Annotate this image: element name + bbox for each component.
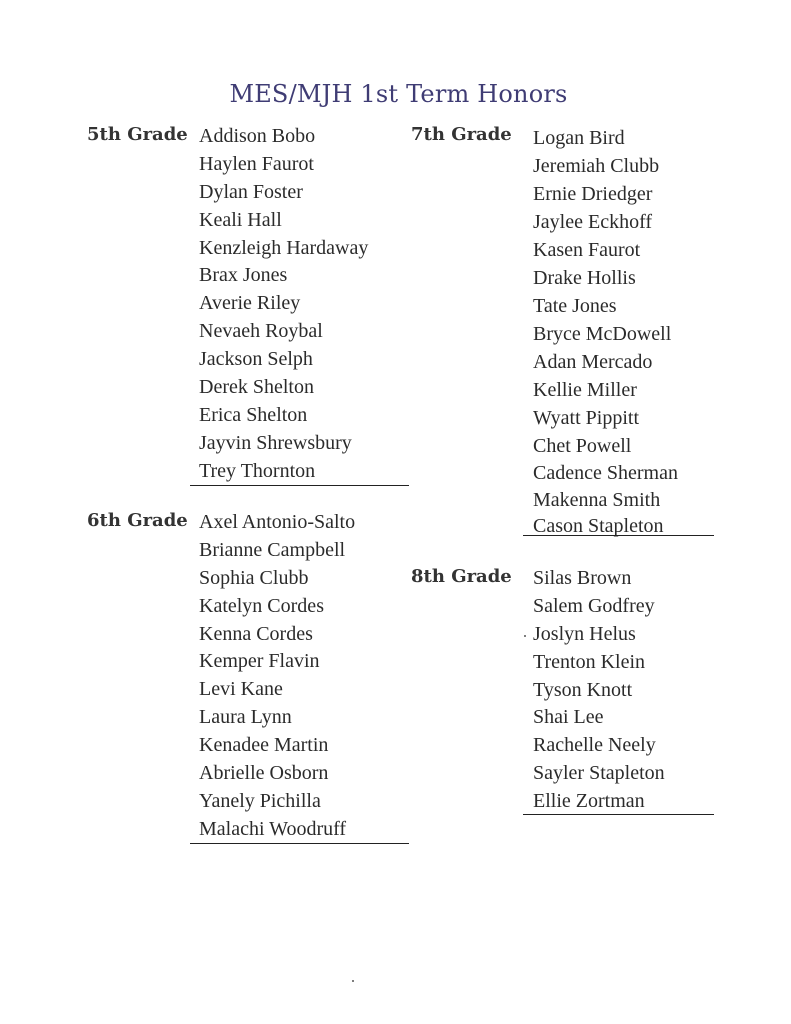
list-item: Jaylee Eckhoff (533, 211, 653, 233)
list-item: Kenadee Martin (199, 734, 329, 757)
list-item: Cason Stapleton (533, 515, 664, 537)
grade7-label: 7th Grade (411, 124, 512, 145)
list-item: Ellie Zortman (533, 790, 645, 813)
list-item: Yanely Pichilla (199, 789, 321, 812)
list-item: Wyatt Pippitt (533, 407, 640, 429)
list-item: Kenna Cordes (199, 622, 313, 645)
list-item: Jayvin Shrewsbury (199, 431, 352, 454)
grade8-name-list (533, 565, 665, 816)
grade8-label: 8th Grade (411, 566, 512, 587)
list-item: Kenzleigh Hardaway (199, 236, 369, 259)
grade6-name-list (199, 509, 355, 844)
list-item: Adan Mercado (533, 351, 653, 373)
grade6-divider (190, 843, 409, 844)
grade7-name-list (533, 124, 678, 539)
grade5-divider (190, 485, 409, 486)
grade7-divider (523, 535, 714, 536)
list-item: Bryce McDowell (533, 323, 672, 345)
list-item: Chet Powell (533, 435, 632, 457)
list-item: Logan Bird (533, 127, 625, 149)
list-item: Laura Lynn (199, 706, 292, 729)
list-item: Axel Antonio-Salto (199, 511, 356, 533)
list-item: Shai Lee (533, 706, 604, 729)
scan-speck (524, 635, 526, 637)
list-item: Brax Jones (199, 264, 288, 287)
list-item: Drake Hollis (533, 267, 636, 289)
list-item: Trenton Klein (533, 650, 646, 673)
list-item: Silas Brown (533, 567, 632, 589)
list-item: Levi Kane (199, 678, 283, 701)
list-item: Makenna Smith (533, 489, 661, 511)
list-item: Kasen Faurot (533, 239, 641, 261)
list-item: Haylen Faurot (199, 152, 314, 175)
list-item: Addison Bobo (199, 125, 316, 147)
list-item: Kemper Flavin (199, 650, 320, 673)
list-item: Joslyn Helus (533, 622, 636, 645)
scan-speck (352, 980, 354, 982)
grade5-name-list (199, 123, 368, 486)
list-item: Tyson Knott (533, 678, 633, 701)
list-item: Jeremiah Clubb (533, 155, 660, 177)
list-item: Katelyn Cordes (199, 594, 324, 617)
list-item: Averie Riley (199, 292, 301, 315)
grade8-divider (523, 814, 714, 815)
list-item: Ernie Driedger (533, 183, 653, 205)
list-item: Trey Thornton (199, 459, 316, 482)
list-item: Cadence Sherman (533, 462, 678, 484)
list-item: Malachi Woodruff (199, 817, 347, 840)
list-item: Abrielle Osborn (199, 762, 329, 785)
list-item: Tate Jones (533, 295, 617, 317)
list-item: Derek Shelton (199, 376, 314, 399)
list-item: Rachelle Neely (533, 734, 656, 757)
list-item: Dylan Foster (199, 180, 303, 203)
list-item: Jackson Selph (199, 348, 313, 371)
list-item: Salem Godfrey (533, 594, 655, 617)
list-item: Sayler Stapleton (533, 762, 665, 785)
list-item: Keali Hall (199, 208, 282, 231)
list-item: Brianne Campbell (199, 538, 346, 561)
list-item: Nevaeh Roybal (199, 320, 323, 343)
list-item: Sophia Clubb (199, 566, 309, 589)
grade5-label: 5th Grade (87, 124, 188, 145)
page-title: MES/MJH 1st Term Honors (229, 80, 568, 108)
list-item: Erica Shelton (199, 403, 308, 426)
grade6-label: 6th Grade (87, 510, 188, 531)
list-item: Kellie Miller (533, 379, 637, 401)
